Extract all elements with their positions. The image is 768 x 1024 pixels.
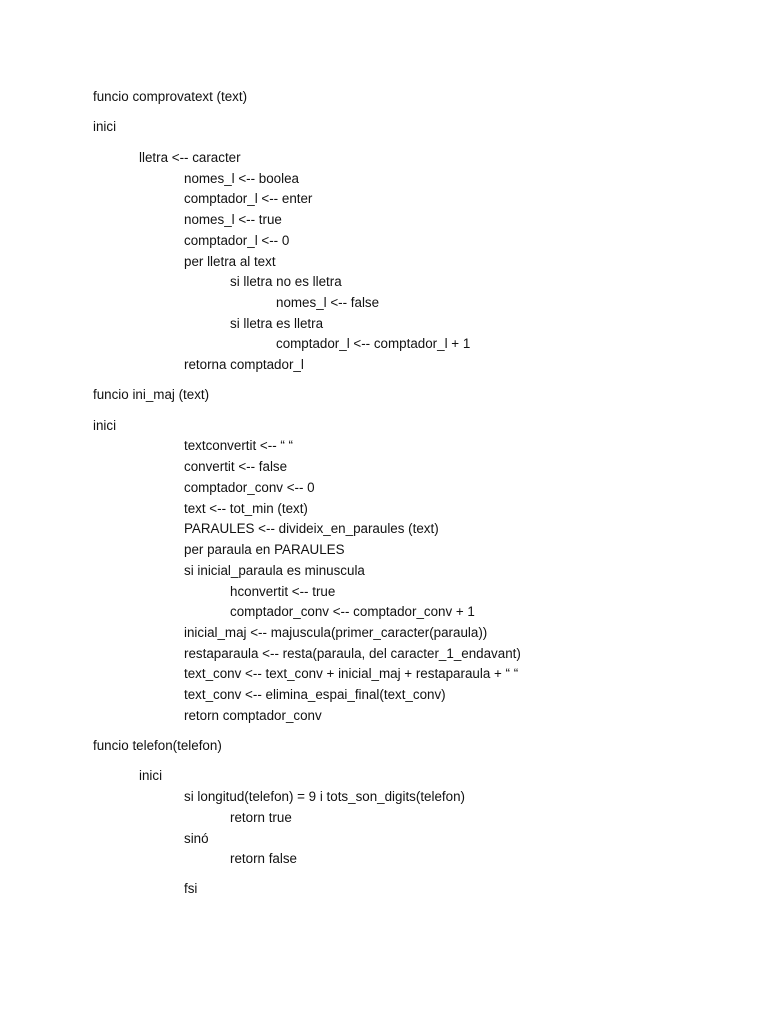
code-line: inici: [93, 119, 117, 134]
code-line: nomes_l <-- false: [276, 295, 380, 310]
code-line: nomes_l <-- boolea: [184, 171, 300, 186]
code-line: inici: [93, 418, 117, 433]
code-line: inicial_maj <-- majuscula(primer_caracter(paraula)): [184, 625, 488, 640]
code-line: fsi: [184, 881, 198, 896]
code-line: comptador_l <-- comptador_l + 1: [276, 336, 471, 351]
code-line: nomes_l <-- true: [184, 212, 282, 227]
code-line: text_conv <-- text_conv + inicial_maj + restaparaula + “ “: [184, 666, 519, 681]
code-line: comptador_conv <-- comptador_conv + 1: [230, 604, 475, 619]
code-line: comptador_conv <-- 0: [184, 480, 315, 495]
code-line: textconvertit <-- “ “: [184, 438, 294, 453]
function-header-telefon: funcio telefon(telefon): [93, 738, 222, 753]
code-line: si lletra es lletra: [230, 316, 324, 331]
code-line: inici: [139, 768, 163, 783]
code-line: comptador_l <-- 0: [184, 233, 290, 248]
code-line: sinó: [184, 831, 209, 846]
code-line: text <-- tot_min (text): [184, 501, 308, 516]
code-line: retorn comptador_conv: [184, 708, 322, 723]
code-line: per lletra al text: [184, 254, 276, 269]
code-line: restaparaula <-- resta(paraula, del caracter_1_endavant): [184, 646, 521, 661]
code-line: retorn true: [230, 810, 292, 825]
code-line: per paraula en PARAULES: [184, 542, 345, 557]
code-line: lletra <-- caracter: [139, 150, 241, 165]
code-line: comptador_l <-- enter: [184, 191, 313, 206]
code-line: si longitud(telefon) = 9 i tots_son_digits(telefon): [184, 789, 465, 804]
code-line: PARAULES <-- divideix_en_paraules (text): [184, 521, 439, 536]
code-line: hconvertit <-- true: [230, 584, 336, 599]
code-line: si inicial_paraula es minuscula: [184, 563, 365, 578]
code-line: si lletra no es lletra: [230, 274, 342, 289]
code-line: convertit <-- false: [184, 459, 288, 474]
function-header-comprovatext: funcio comprovatext (text): [93, 89, 248, 104]
function-header-ini-maj: funcio ini_maj (text): [93, 387, 210, 402]
code-line: retorna comptador_l: [184, 357, 304, 372]
code-line: retorn false: [230, 851, 297, 866]
code-line: text_conv <-- elimina_espai_final(text_conv): [184, 687, 446, 702]
